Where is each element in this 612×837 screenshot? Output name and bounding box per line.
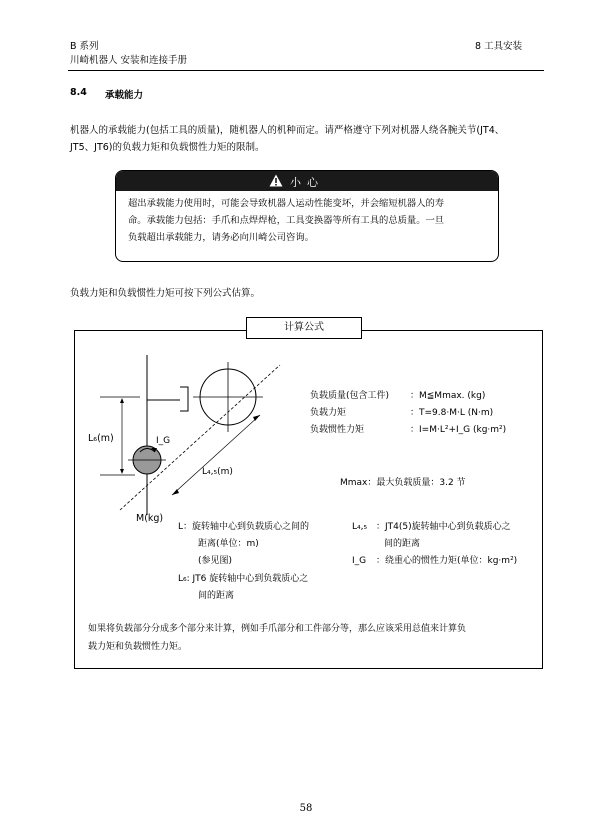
def-L45-line-1: ：JT4(5)旋转轴中心到负载质心之	[376, 522, 511, 532]
def-L45-line-2: 间的距离	[384, 539, 421, 549]
intro-line-2: JT5、JT6)的负载力矩和负载惯性力矩的限制。	[70, 142, 265, 153]
header-rule	[68, 70, 544, 71]
flange-bracket	[180, 387, 188, 411]
def-IG-symbol: I_G	[352, 556, 367, 566]
estimate-text: 负载力矩和负载惯性力矩可按下列公式估算。	[70, 288, 261, 299]
caution-title: 小心	[290, 176, 324, 189]
header-manual: 川崎机器人 安装和连接手册	[70, 55, 188, 66]
def-L-line-3: (参见图)	[198, 556, 233, 566]
l6-arrow-top	[120, 398, 124, 403]
formula-tab: 计算公式	[246, 317, 362, 339]
section-title: 承载能力	[105, 90, 144, 101]
torque-label: 负载力矩	[310, 408, 347, 418]
inertia-expr: ：I=M·L²+I_G (kg·m²)	[410, 425, 507, 435]
l45-dim-line	[172, 415, 260, 495]
caution-line-1: 超出承载能力使用时，可能会导致机器人运动性能变坏，并会缩短机器人的寿	[128, 198, 445, 209]
def-L45-symbol: L₄,₅	[352, 522, 368, 532]
def-L-line-1: L：旋转轴中心到负载质心之间的	[178, 522, 310, 532]
caution-title-bar	[116, 171, 498, 191]
caution-box	[115, 170, 499, 262]
mmax-text: Mmax：最大负载质量：3.2 节	[340, 478, 466, 488]
ig-label: I_G	[156, 436, 171, 446]
note-line-1: 如果将负载部分分成多个部分来计算，例如手爪部分和工件部分等，那么应该采用总值来计算负	[88, 624, 467, 634]
header-series: B 系列	[70, 41, 99, 52]
l6-label: L₆(m)	[88, 433, 114, 444]
l6-arrow-bottom	[120, 469, 124, 474]
caution-body	[116, 191, 498, 246]
intro-line-1: 机器人的承载能力(包括工具的质量)，随机器人的机种而定。请严格遵守下列对机器人绕各腕关节(JT4、	[70, 125, 505, 136]
inertia-label: 负载惯性力矩	[310, 425, 365, 435]
mass-expr: ：M≦Mmax. (kg)	[410, 391, 486, 401]
m-label: M(kg)	[136, 513, 164, 524]
def-L6-line-2: 间的距离	[198, 591, 235, 601]
center-dashed-line	[120, 365, 280, 510]
page-number: 58	[299, 803, 313, 814]
header-chapter: 8 工具安装	[475, 41, 523, 52]
caution-line-2: 命。承载能力包括：手爪和点焊焊枪，工具变换器等所有工具的总质量。一旦	[128, 215, 445, 226]
note-line-2: 载力矩和负载惯性力矩。	[88, 642, 188, 652]
def-L6-line-1: L₆: JT6 旋转轴中心到负载质心之	[178, 574, 309, 584]
def-IG-text: ：绕重心的惯性力矩(单位：kg·m²)	[376, 556, 518, 566]
def-L-line-2: 距离(单位：m)	[198, 539, 259, 549]
l45-label: L₄,₅(m)	[202, 467, 233, 477]
load-diagram	[80, 345, 310, 525]
mass-label: 负载质量(包含工件)	[310, 391, 390, 401]
section-number: 8.4	[70, 87, 87, 98]
caution-line-3: 负载超出承载能力，请务必向川崎公司咨询。	[128, 232, 314, 243]
torque-expr: ：T=9.8·M·L (N·m)	[410, 408, 494, 418]
